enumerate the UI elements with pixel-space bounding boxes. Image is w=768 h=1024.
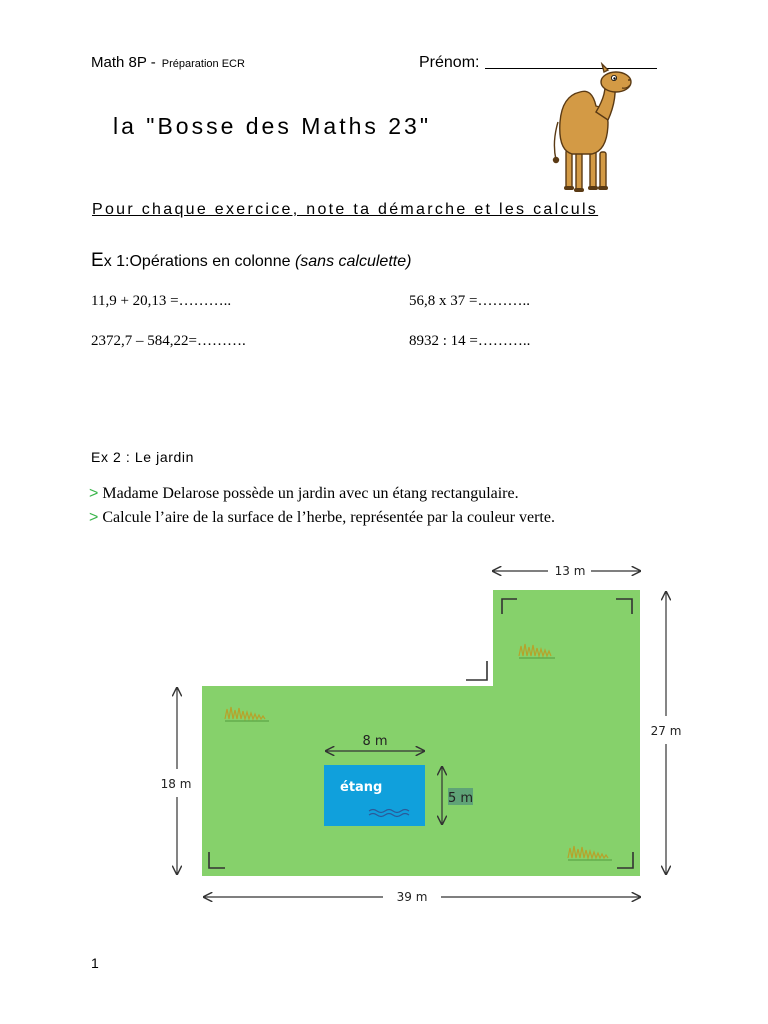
- exercise-1-initial: E: [91, 250, 104, 271]
- page-number: 1: [91, 955, 99, 971]
- operation-1: 11,9 + 20,13 =………..: [91, 293, 232, 309]
- pond-label: étang: [340, 780, 383, 795]
- left-height-label: 18 m: [160, 777, 192, 791]
- bullet-arrow-icon: >: [89, 509, 99, 526]
- bullet-arrow-icon: >: [89, 485, 99, 502]
- exercise-2-title: Ex 2 : Le jardin: [91, 449, 194, 465]
- operation-2: 56,8 x 37 =………..: [409, 293, 530, 309]
- pond-height-label: 5 m: [447, 791, 474, 806]
- right-height-label: 27 m: [650, 724, 682, 738]
- page-title: la "Bosse des Maths 23": [113, 113, 432, 139]
- exercise-1-title: Opérations en colonne: [129, 253, 291, 270]
- operation-4: 8932 : 14 =………..: [409, 333, 531, 349]
- bottom-width-label: 39 m: [396, 890, 428, 904]
- top-width-label: 13 m: [554, 564, 586, 578]
- pond: [324, 765, 425, 826]
- course-subtitle: Préparation ECR: [161, 58, 245, 70]
- course-label: Math 8P -: [91, 54, 156, 71]
- bullet-text: Madame Delarose possède un jardin avec un étang rectangulaire.: [102, 485, 519, 502]
- exercise-1-note: (sans calculette): [294, 253, 412, 270]
- bullet-text: Calcule l’aire de la surface de l’herbe, représentée par la couleur verte.: [102, 509, 555, 526]
- instruction-text: Pour chaque exercice, note ta démarche et les calculs: [92, 201, 599, 218]
- operation-3: 2372,7 – 584,22=……….: [91, 333, 246, 349]
- pond-width-label: 8 m: [362, 734, 388, 749]
- exercise-1-label: x 1:: [103, 253, 130, 270]
- name-label: Prénom:: [419, 54, 480, 71]
- grass-area: [202, 590, 640, 876]
